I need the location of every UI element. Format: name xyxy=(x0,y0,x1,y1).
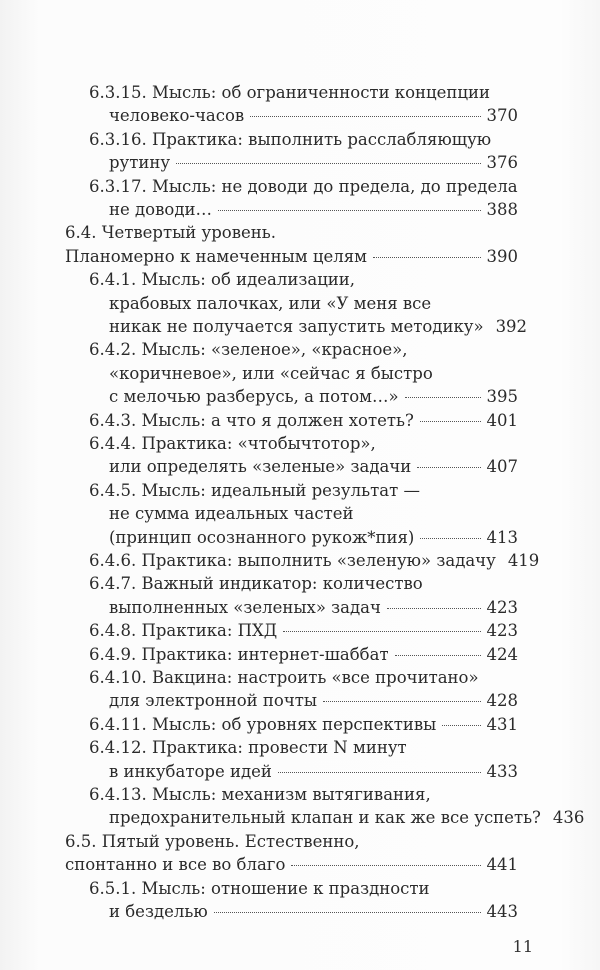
toc-entry-line: не доводи… xyxy=(109,199,212,219)
toc-page-number: 431 xyxy=(486,714,518,734)
toc-entry-last-line xyxy=(109,595,518,621)
toc-page-number: 443 xyxy=(486,901,518,921)
toc-entry-line: выполненных «зеленых» задач xyxy=(109,597,381,617)
dot-leader xyxy=(420,421,481,422)
toc-entry-line: 6.4.1. Мысль: об идеализации, xyxy=(89,270,356,290)
dot-leader xyxy=(417,467,480,468)
toc-entry-last-line xyxy=(89,548,540,574)
toc-entry-line: (принцип осознанного рукож*пия) xyxy=(109,527,415,547)
toc-page-number: 392 xyxy=(495,316,528,336)
toc-entry-line: 6.5.1. Мысль: отношение к праздности xyxy=(89,878,430,898)
toc-entry-line: спонтанно и все во благо xyxy=(65,855,286,875)
dot-leader xyxy=(323,701,481,702)
dot-leader xyxy=(278,772,481,773)
toc-entry-line: 6.4.10. Вакцина: настроить «все прочитано» xyxy=(89,668,479,687)
toc-entry-line: 6.4.8. Практика: ПХД xyxy=(89,621,278,641)
toc-entry-line: никак не получается запустить методику» xyxy=(109,316,484,336)
toc-page-number: 433 xyxy=(486,761,518,781)
toc-entry-line: крабовых палочках, или «У меня все xyxy=(109,293,432,313)
toc-page-number: 407 xyxy=(486,457,518,477)
toc-entry-last-line xyxy=(89,618,518,644)
toc-entry-last-line xyxy=(89,408,518,434)
toc-entry-line: 6.4.12. Практика: провести N минут xyxy=(89,738,407,758)
toc-page-number: 419 xyxy=(507,551,540,570)
toc-entry-line: 6.5. Пятый уровень. Естественно, xyxy=(65,831,360,851)
dot-leader xyxy=(214,912,481,913)
toc-entry-line: человеко-часов xyxy=(109,106,245,126)
toc-page-number: 390 xyxy=(486,246,518,266)
toc-entry-last-line xyxy=(109,688,518,714)
toc-entry-line: 6.4.7. Важный индикатор: количество xyxy=(89,574,423,594)
toc-entry-line: 6.3.15. Мысль: об ограниченности концепции xyxy=(89,83,491,102)
toc-entry-last-line xyxy=(109,759,518,785)
dot-leader xyxy=(291,865,480,866)
toc-entry-line: или определять «зеленые» задачи xyxy=(109,457,412,477)
toc-entry-line: 6.4. Четвертый уровень. xyxy=(65,223,276,243)
toc-entry-last-line xyxy=(109,454,518,480)
dot-leader xyxy=(176,163,480,164)
toc-entry-line: предохранительный клапан и как же все успеть? xyxy=(109,808,541,828)
toc-entry-line: 6.4.6. Практика: выполнить «зеленую» задачу xyxy=(89,551,496,570)
toc-entry-line: 6.3.16. Практика: выполнить расслабляющую xyxy=(89,129,492,149)
toc-entry-last-line xyxy=(109,899,518,925)
toc-entry-last-line xyxy=(65,852,518,878)
toc-page-number: 441 xyxy=(486,855,518,875)
toc-page-number: 424 xyxy=(486,644,518,664)
toc-entry-last-line xyxy=(109,314,528,340)
toc-page-number: 436 xyxy=(552,808,585,828)
dot-leader xyxy=(405,397,481,398)
toc-entry-line: в инкубаторе идей xyxy=(109,761,272,781)
toc-entry-line: Планомерно к намеченным целям xyxy=(65,246,367,266)
toc-page-number: 413 xyxy=(486,527,518,547)
dot-leader xyxy=(373,257,481,258)
toc-entry-last-line xyxy=(109,525,518,551)
toc-page-number: 395 xyxy=(486,387,518,407)
toc-entry-last-line xyxy=(109,805,585,831)
toc-entry-last-line xyxy=(89,712,518,738)
toc-entry-line: «коричневое», или «сейчас я быстро xyxy=(109,363,433,383)
toc-entry-line: с мелочью разберусь, а потом…» xyxy=(109,387,399,407)
toc-entry-line: и безделью xyxy=(109,901,208,921)
toc-page-number: 428 xyxy=(486,691,518,711)
toc-page-number: 423 xyxy=(486,597,518,617)
toc-entry-line: не сумма идеальных частей xyxy=(109,504,354,524)
toc-entry-line: 6.4.2. Мысль: «зеленое», «красное», xyxy=(89,340,408,360)
page-number: 11 xyxy=(512,937,533,956)
dot-leader xyxy=(387,608,481,609)
toc-entry-last-line xyxy=(109,150,518,176)
toc-page-number: 423 xyxy=(486,621,518,641)
toc-entry-line: для электронной почты xyxy=(109,691,317,711)
toc-entry-last-line xyxy=(109,384,518,410)
toc-page-number: 388 xyxy=(486,199,518,219)
dot-leader xyxy=(283,631,480,632)
toc-page-number: 401 xyxy=(486,410,518,430)
dot-leader xyxy=(218,210,481,211)
toc-entry-line: 6.3.17. Мысль: не доводи до предела, до предела xyxy=(89,176,518,196)
dot-leader xyxy=(395,655,481,656)
toc-page-number: 376 xyxy=(486,153,518,173)
toc-entry-line: 6.4.4. Практика: «чтобычтотор», xyxy=(89,434,376,453)
toc-entry-line: 6.4.5. Мысль: идеальный результат — xyxy=(89,480,420,500)
toc-entry-last-line xyxy=(109,103,518,129)
toc-entry-last-line xyxy=(65,244,518,270)
dot-leader xyxy=(250,116,480,117)
toc-entry-last-line xyxy=(89,642,518,668)
toc-entry-line: рутину xyxy=(109,153,171,173)
toc-entry-line: 6.4.9. Практика: интернет-шаббат xyxy=(89,644,389,664)
dot-leader xyxy=(420,538,480,539)
toc-entry-line: 6.4.13. Мысль: механизм вытягивания, xyxy=(89,785,431,804)
toc-entry-line: 6.4.3. Мысль: а что я должен хотеть? xyxy=(89,410,414,430)
toc-page-number: 370 xyxy=(486,106,518,126)
dot-leader xyxy=(442,725,480,726)
toc-entry-last-line xyxy=(109,197,518,223)
toc-entry-line: 6.4.11. Мысль: об уровнях перспективы xyxy=(89,714,437,734)
